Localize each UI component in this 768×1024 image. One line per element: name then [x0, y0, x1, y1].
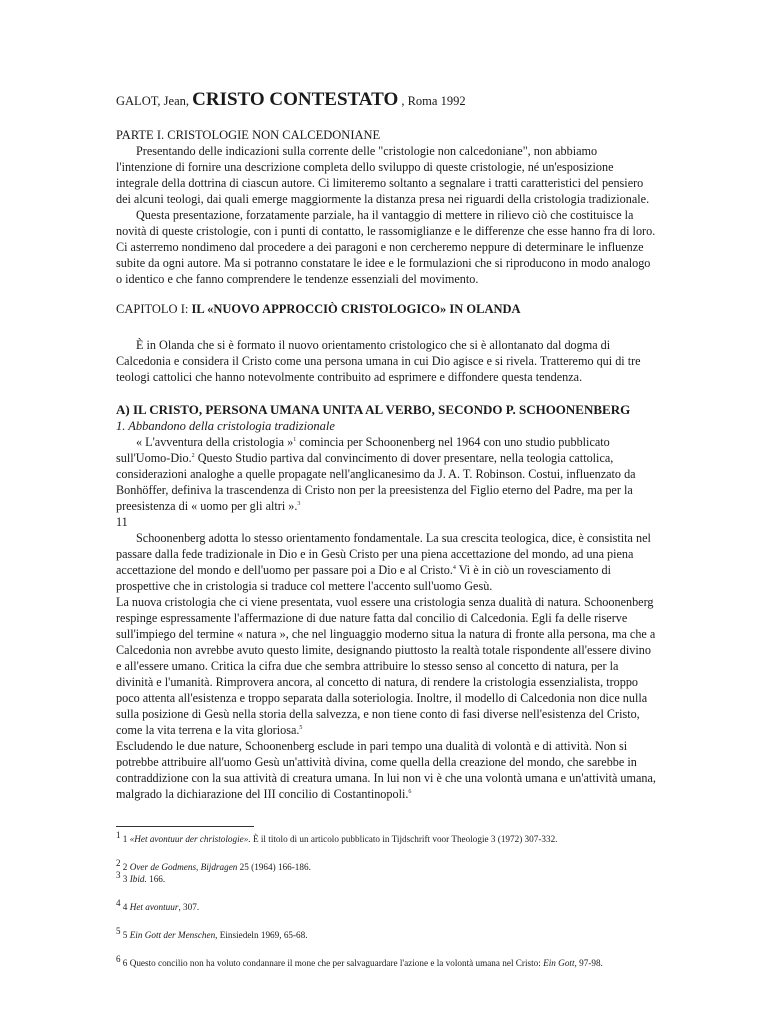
footnotes	[116, 830, 656, 969]
section-heading: A) IL CRISTO, PERSONA UMANA UNITA AL VERBO, SECONDO P. SCHOONENBERG	[116, 402, 631, 417]
chapter-paragraph-1: È in Olanda che si è formato il nuovo orientamento cristologico che si è allontanato dal dogma di Calcedonia e considera il Cristo come una persona umana in cui Dio agisce e si rivela. Tratteremo qui di tre teologi cattolici che hanno notevolmente contribuito ad esprimere e diffondere questa tendenza.	[116, 338, 641, 384]
part-paragraph-1: Presentando delle indicazioni sulla corrente delle "cristologie non calcedoniane", non abbiamo l'intenzione di fornire una descrizione completa dello sviluppo di queste cristologie, né un'esposizione integrale della dottrina di ciascun autore. Ci limiteremo soltanto a segnalare i tratti caratteristici del pensiero dei alcuni teologi, dai quali emerge maggiormente la distanza presa nei riguardi della cristologia tradizionale.	[116, 144, 650, 206]
page-number: 11	[116, 515, 128, 529]
footnote-separator	[116, 826, 254, 827]
footnote-ref-1[interactable]: 1	[293, 437, 297, 443]
document-page	[116, 89, 656, 969]
section-paragraph-4: Escludendo le due nature, Schoonenberg esclude in pari tempo una dualità di volontà e di attività. Non si potrebbe attribuire all'uomo Gesù un'attività divina, come quella della creazione del mondo, che sarebbe in contraddizione con la sua attività di creatura umana. In lui non vi è che una volontà umana e un'attività umana, malgrado la dichiarazione del III concilio di Costantinopoli.$^6$	[116, 739, 656, 801]
footnote-ref-6[interactable]: 6	[408, 789, 412, 795]
section-paragraph-2: Schoonenberg adotta lo stesso orientamento fondamentale. La sua crescita teologica, dice, è consistita nel passare dalla fede tradizionale in Dio e in Gesù Cristo per una piena accettazione del mondo, ad una piena accettazione del mondo e dell'uomo per passare poi a Dio e al Cristo.$^4$ Vi è in ciò un rovesciamento di prospettive che in cristologia si traduce col mettere l'accento sull'uomo Gesù.	[116, 531, 651, 593]
footnote-1: 1 1 «Het avontuur der christologie». È il titolo di un articolo pubblicato in Tijdschrift voor Theologie 3 (1972) 307-332.	[116, 830, 558, 844]
footnote-3: 3 3 Ibid. 166.	[116, 870, 166, 884]
author-name: GALOT, Jean,	[116, 94, 190, 108]
chapter-title: IL «NUOVO APPROCCIÒ CRISTOLOGICO» IN OLANDA	[191, 302, 521, 316]
footnote-ref-4[interactable]: 4	[452, 565, 456, 571]
footnote-2: 2 2 Over de Godmens, Bijdragen 25 (1964) 166-186.	[116, 858, 311, 872]
section-paragraph-3: La nuova cristologia che ci viene presentata, vuol essere una cristologia senza dualità di natura. Schoonenberg respinge espressamente l'affermazione di due nature fatta dal concilio di Calcedonia. Egli fa delle riserve sull'impiego del termine « natura », che nel linguaggio moderno situa la natura di fronte alla persona, ma che a Calcedonia non avrebbe avuto questo limite, designando piuttosto la realtà totale rispondente all'essere divino e all'essere umano. Critica la cifra due che sembra attribuire lo stesso senso al concetto di natura, per la divinità e l'umanità. Rimprovera ancora, al concetto di natura, di rendere la cristologia essenzialista, troppo poco attenta all'esistenza e troppo separata dalla soteriologia. Inoltre, il modello di Calcedonia non dice nulla sulla posizione di Gesù nella storia della salvezza, e non tiene conto di fasi diverse nell'esistenza del Cristo, come la vita terrena e la vita gloriosa.$^5$	[116, 595, 656, 737]
chapter-heading	[116, 301, 656, 317]
part-heading: PARTE I. CRISTOLOGIE NON CALCEDONIANE	[116, 128, 381, 142]
footnote-ref-3[interactable]: 3	[297, 501, 301, 507]
chapter-prefix: CAPITOLO I:	[116, 302, 192, 316]
place-year: , Roma 1992	[401, 94, 466, 108]
part-paragraph-2: Questa presentazione, forzatamente parziale, ha il vantaggio di mettere in rilievo ciò che costituisce la novità di queste cristologie, con i punti di contatto, le rassomiglianze e le differenze che esse hanno fra di loro. Ci asterremo nondimeno dal procedere a dei paragoni e non cercheremo neppure di determinare le influenze subite da ogni autore. Ma si potranno constatare le idee e le formulazioni che si riproducono in modo analogo o identico e che fanno comprendere le tendenze essenziali del movimento.	[116, 208, 656, 286]
footnote-5: 5 5 Ein Gott der Menschen, Einsiedeln 1969, 65-68.	[116, 926, 308, 940]
book-title: CRISTO CONTESTATO	[192, 89, 399, 110]
footnote-ref-2[interactable]: 2	[191, 453, 195, 459]
section-paragraph-1: « L'avventura della cristologia »$^1$ comincia per Schoonenberg nel 1964 con uno studio pubblicato sull'Uomo-Dio.$^2$ Questo Studio partiva dal convincimento di dover presentare, nella teologia cattolica, considerazioni analoghe a quelle propagate nell'anglicanesimo da J. A. T. Robinson. Costui, influenzato da Bonhöffer, definiva la trascendenza di Cristo non per la preesistenza del Figlio eterno del Padre, ma per la preesistenza di « uomo per gli altri ».$^3$	[116, 435, 636, 513]
subsection-heading: 1. Abbandono della cristologia tradizionale	[116, 419, 335, 433]
footnote-6: 6 6 Questo concilio non ha voluto condannare il mone che per salvaguardare l'azione e la volontà umana nel Cristo: Ein Gott, 97-98.	[116, 954, 603, 968]
footnote-ref-5[interactable]: 5	[299, 725, 303, 731]
footnote-4: 4 4 Het avontuur, 307.	[116, 898, 200, 912]
document-header	[116, 89, 656, 110]
